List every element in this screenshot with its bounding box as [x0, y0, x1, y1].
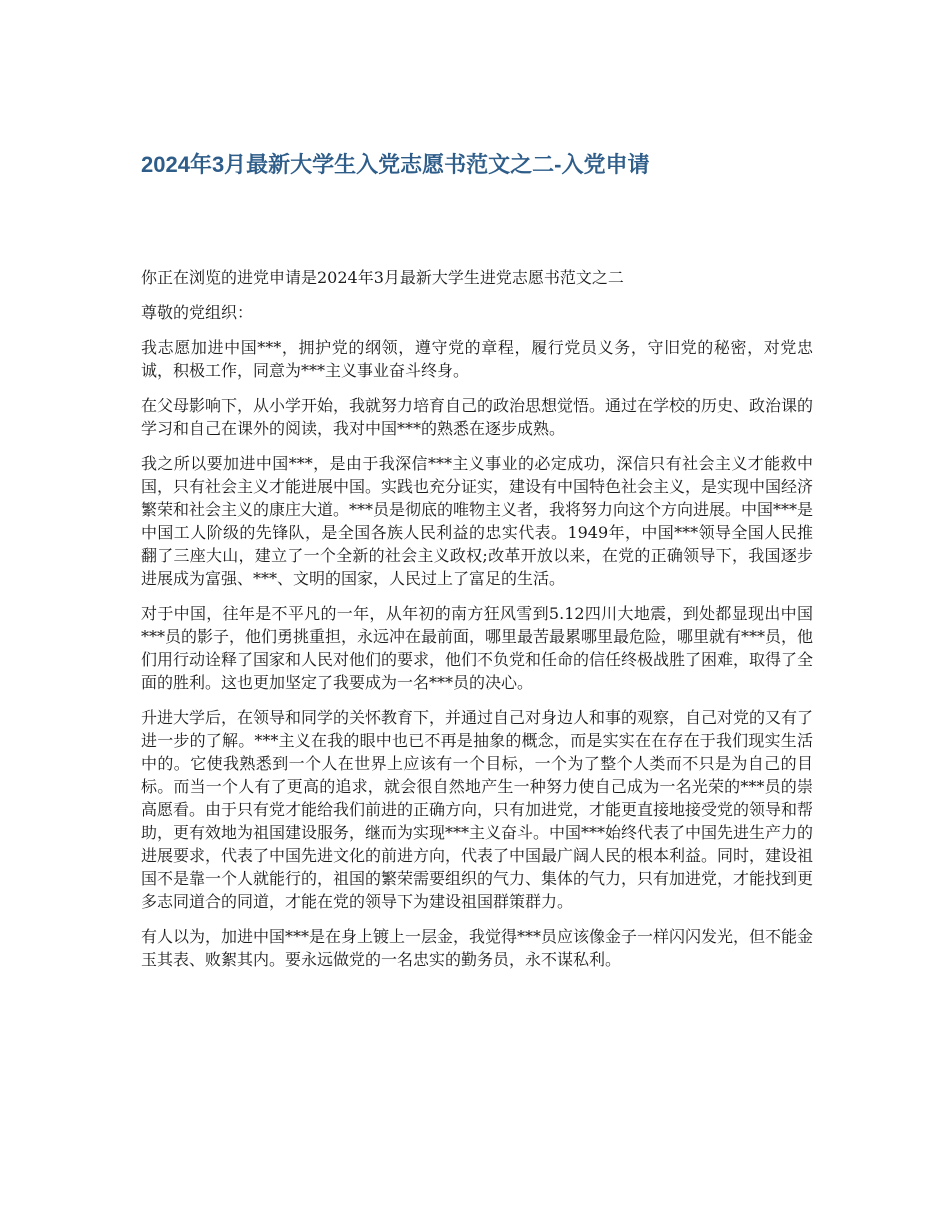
body-paragraph: 我之所以要加进中国***，是由于我深信***主义事业的必定成功，深信只有社会主义才能救中国，只有社会主义才能进展中国。实践也充分证实，建设有中国特色社会主义，是实现中国经济繁荣和社会主义的康庄大道。***员是彻底的唯物主义者，我将努力向这个方向进展。中国***是中国工人阶级的先锋队，是全国各族人民利益的忠实代表。1949年，中国***领导全国人民推翻了三座大山，建立了一个全新的社会主义政权;改革开放以来，在党的正确领导下，我国逐步进展成为富强、***、文明的国家，人民过上了富足的生活。	[141, 454, 814, 588]
body-paragraph: 有人以为，加进中国***是在身上镀上一层金，我觉得***员应该像金子一样闪闪发光，但不能金玉其表、败絮其内。要永远做党的一名忠实的勤务员，永不谋私利。	[141, 927, 814, 969]
body-paragraph: 在父母影响下，从小学开始，我就努力培育自己的政治思想觉悟。通过在学校的历史、政治课的学习和自己在课外的阅读，我对中国***的熟悉在逐步成熟。	[141, 396, 814, 438]
body-paragraph: 对于中国，往年是不平凡的一年，从年初的南方狂风雪到5.12四川大地震，到处都显现出中国***员的影子，他们勇挑重担，永远冲在最前面，哪里最苦最累哪里最危险，哪里就有***员，他们用行动诠释了国家和人民对他们的要求，他们不负党和任命的信任终极战胜了困难，取得了全面的胜利。这也更加坚定了我要成为一名***员的决心。	[141, 604, 814, 692]
intro-paragraph: 你正在浏览的进党申请是2024年3月最新大学生进党志愿书范文之二	[141, 268, 624, 287]
document-title: 2024年3月最新大学生入党志愿书范文之二-入党申请	[141, 152, 650, 177]
body-paragraph: 我志愿加进中国***，拥护党的纲领，遵守党的章程，履行党员义务，守旧党的秘密，对党忠诚，积极工作，同意为***主义事业奋斗终身。	[141, 338, 813, 380]
document-body	[141, 266, 813, 983]
body-paragraph: 升进大学后，在领导和同学的关怀教育下，并通过自己对身边人和事的观察，自己对党的又有了进一步的了解。***主义在我的眼中也已不再是抽象的概念，而是实实在在存在于我们现实生活中的。它使我熟悉到一个人在世界上应该有一个目标，一个为了整个人类而不只是为自己的目标。而当一个人有了更高的追求，就会很自然地产生一种努力使自己成为一名光荣的***员的崇高愿看。由于只有党才能给我们前进的正确方向，只有加进党，才能更直接地接受党的领导和帮助，更有效地为祖国建设服务，继而为实现***主义奋斗。中国***始终代表了中国先进生产力的进展要求，代表了中国先进文化的前进方向，代表了中国最广阔人民的根本利益。同时，建设祖国不是靠一个人就能行的，祖国的繁荣需要组织的气力、集体的气力，只有加进党，才能找到更多志同道合的同道，才能在党的领导下为建设祖国群策群力。	[141, 708, 814, 911]
salutation: 尊敬的党组织：	[141, 303, 254, 322]
